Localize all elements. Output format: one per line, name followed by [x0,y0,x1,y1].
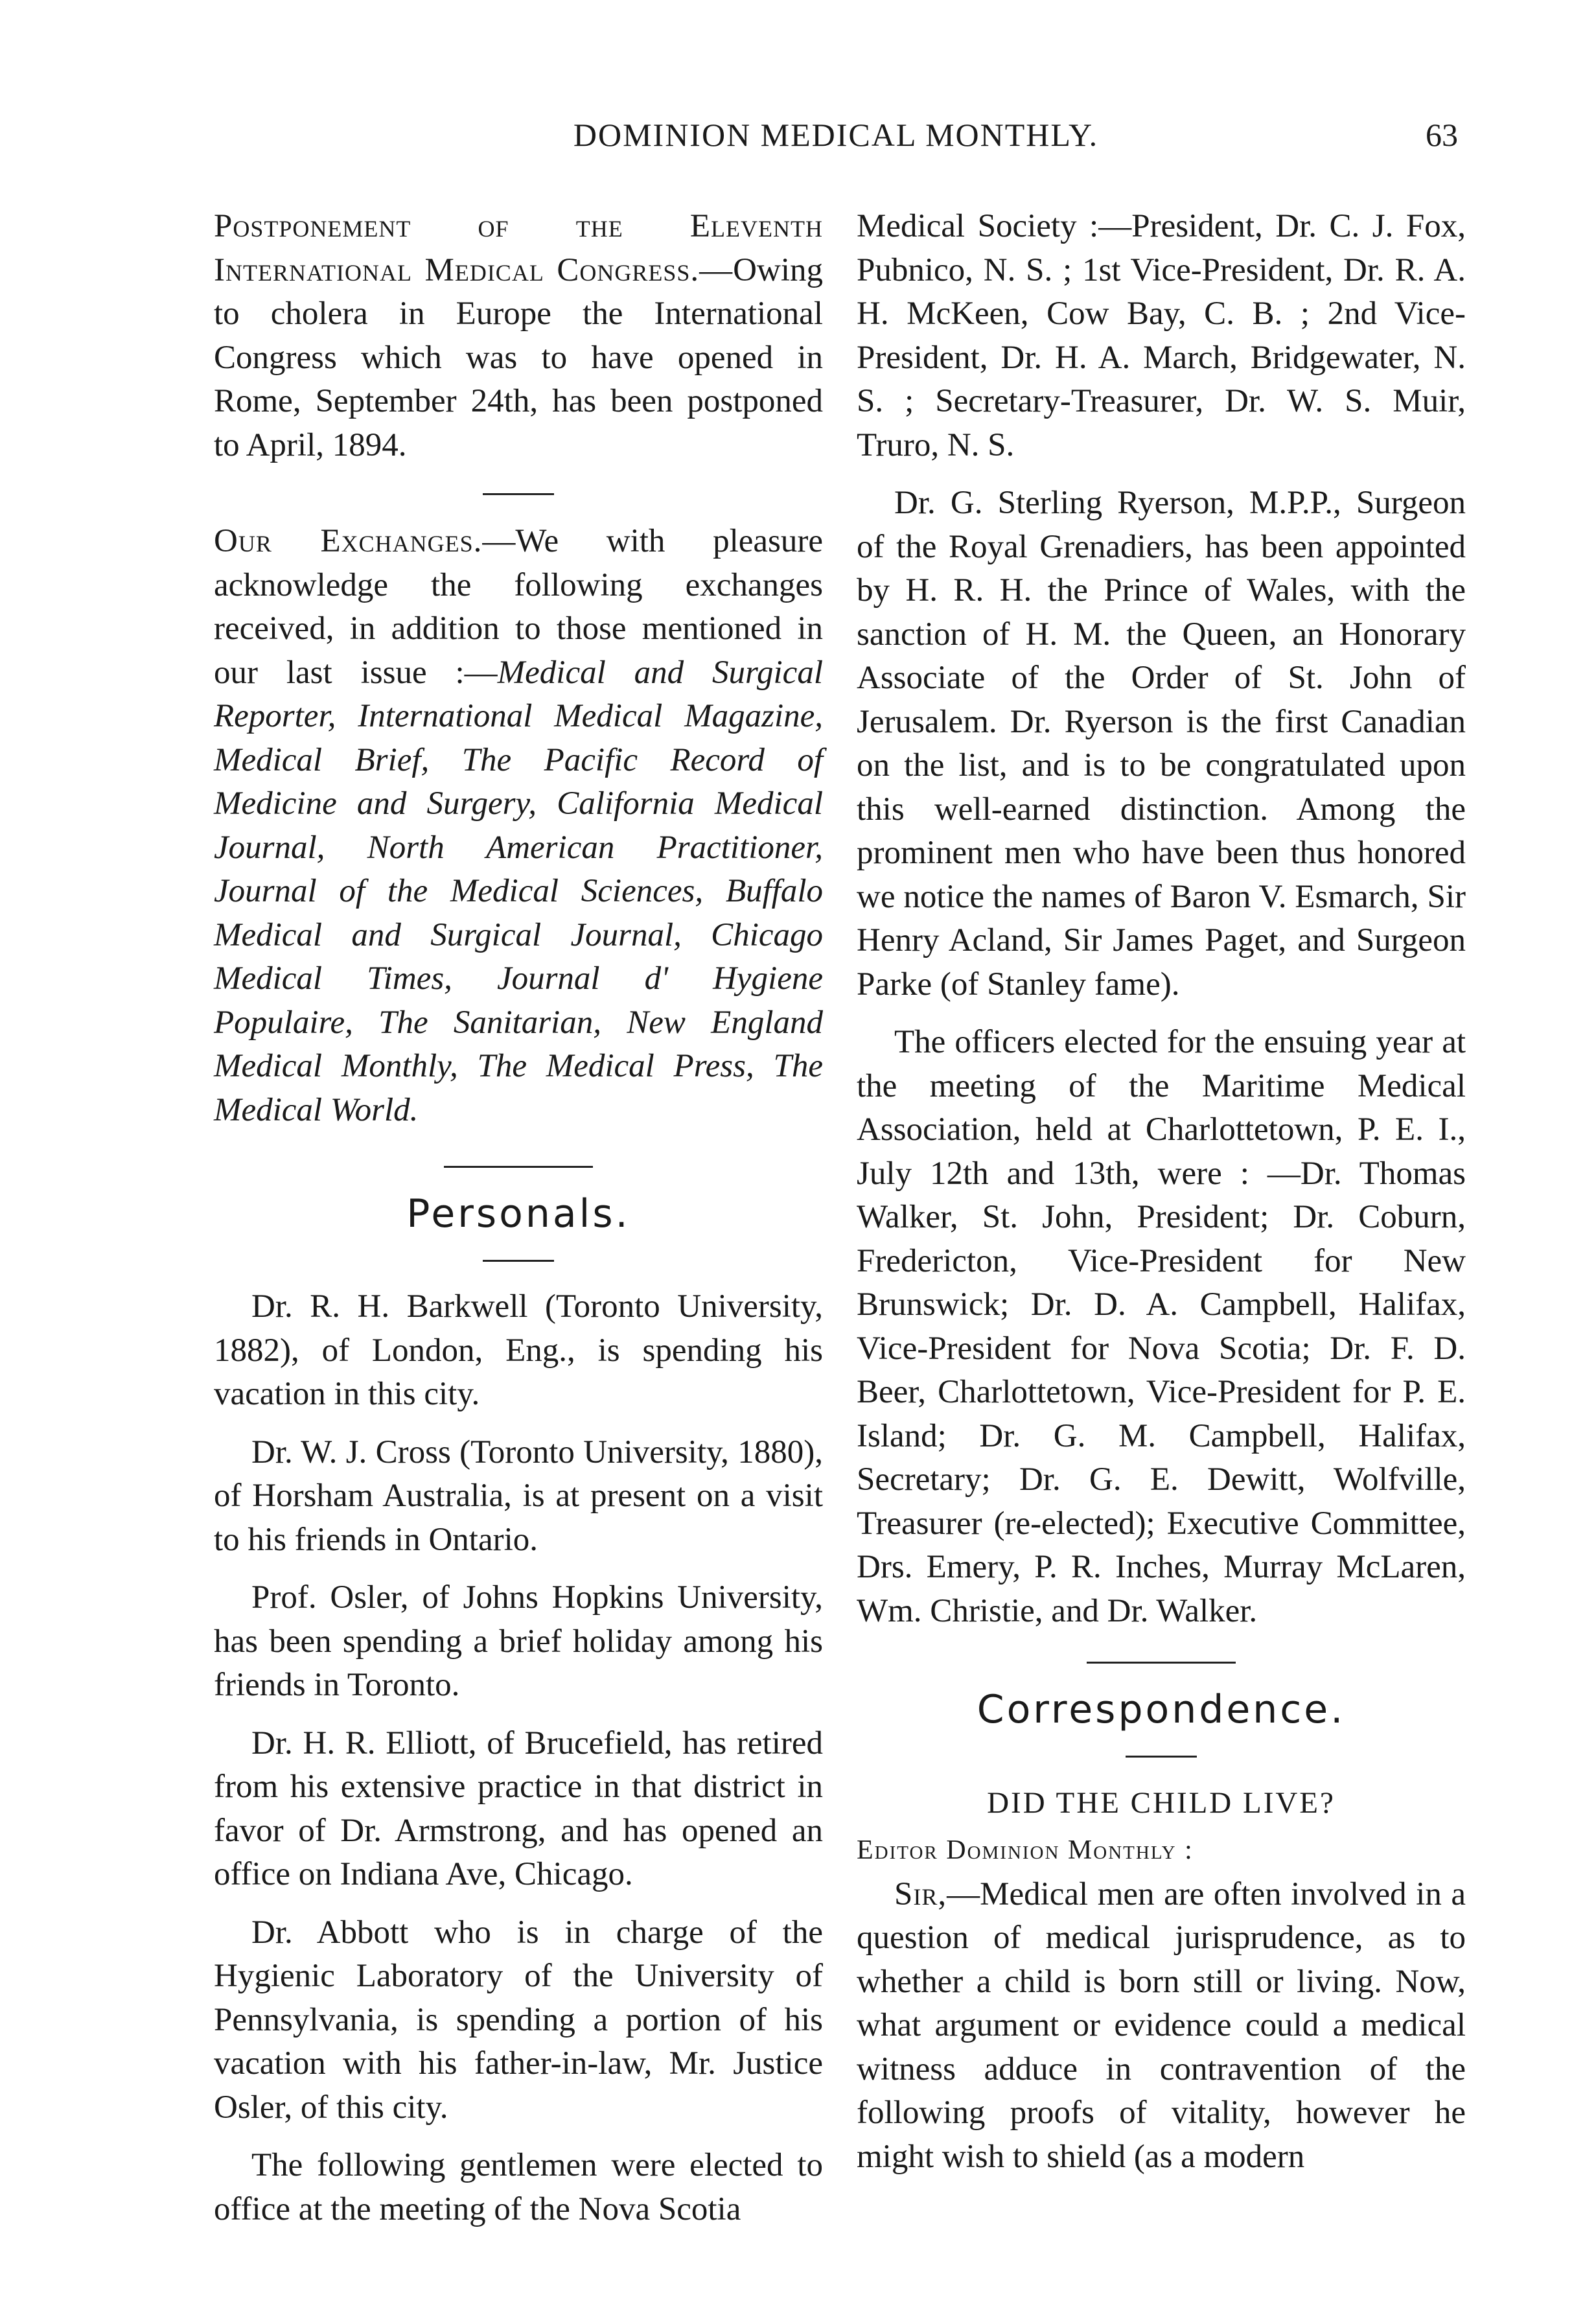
section-divider [1087,1662,1236,1664]
running-title: DOMINION MEDICAL MONTHLY. [573,117,1099,153]
section-divider [444,1166,593,1168]
personal-item: Prof. Osler, of Johns Hopkins University, has been spending a brief holiday among his friends in Toronto. [214,1579,823,1703]
left-column [214,205,823,2231]
congress-heading: Postponement of the Eleventh International Medical Congress.— [214,208,823,288]
congress-paragraph [214,205,823,467]
personal-item: Medical Society :—President, Dr. C. J. Fox, Pubnico, N. S. ; 1st Vice-President, Dr. R. A. H. McKeen, Cow Bay, C. B. ; 2nd Vice-President, Dr. H. A. March, Bridgewater, N. S. ; Secretary-Treasurer, Dr. W. S. Muir, Truro, N. S. [857,208,1466,463]
correspondence-heading: Correspondence. [977,1687,1346,1732]
running-head [0,109,1596,161]
exchanges-heading: Our Exchanges. [214,523,483,559]
exchanges-titles: Medical and Surgical Reporter, International Medical Magazine, Medical Brief, The Pacific Record of Medicine and Surgery, California Medical Journal, North American Practitioner, Journal of the Medical Sciences, Buffalo Medical and Surgical Journal, Chicago Medical Times, Journal d' Hygiene Populaire, The Sanitarian, New England Medical Monthly, The Medical Press, The Medical World. [214,654,823,1128]
personal-item: Dr. H. R. Elliott, of Brucefield, has retired from his extensive practice in that district in favor of Dr. Armstrong, and has opened an office on Indiana Ave, Chicago. [214,1725,823,1892]
letter-salutation: Editor Dominion Monthly : [857,1835,1194,1865]
personal-item: Dr. R. H. Barkwell (Toronto University, 1882), of London, Eng., is spending his vacation in this city. [214,1288,823,1412]
section-divider [483,493,554,495]
letter-opening: Sir, [894,1876,947,1912]
right-column [857,205,1466,2179]
personal-item: Dr. W. J. Cross (Toronto University, 1880), of Horsham Australia, is at present on a visit to his friends in Ontario. [214,1434,823,1558]
letter-body: —Medical men are often involved in a question of medical jurisprudence, as to whether a child is born still or living. Now, what argument or evidence could a medical witness adduce in contravention of the following proofs of vitality, however he might wish to shield (as a modern [857,1876,1466,2175]
personals-heading: Personals. [406,1191,630,1237]
exchanges-intro: —We with pleasure acknowledge the following exchanges received, in addition to those mentioned in our last issue :— [214,523,823,691]
section-divider [483,1260,554,1262]
personal-item: The following gentlemen were elected to office at the meeting of the Nova Scotia [214,2147,823,2227]
page-number: 63 [1426,117,1458,153]
personal-item: Dr. Abbott who is in charge of the Hygienic Laboratory of the University of Pennsylvania, is spending a portion of his vacation with his father-in-law, Mr. Justice Osler, of this city. [214,1914,823,2126]
personal-item: The officers elected for the ensuing year at the meeting of the Maritime Medical Association, held at Charlottetown, P. E. I., July 12th and 13th, were : —Dr. Thomas Walker, St. John, President; Dr. Coburn, Fredericton, Vice-President for New Brunswick; Dr. D. A. Campbell, Halifax, Vice-President for Nova Scotia; Dr. F. D. Beer, Charlottetown, Vice-President for P. E. Island; Dr. G. M. Campbell, Halifax, Secretary; Dr. G. E. Dewitt, Wolfville, Treasurer (re-elected); Executive Committee, Drs. Emery, P. R. Inches, Murray McLaren, Wm. Christie, and Dr. Walker. [857,1024,1466,1629]
letter-body-paragraph [857,1873,1466,2179]
section-divider [1126,1756,1197,1758]
congress-body: Owing to cholera in Europe the International Congress which was to have opened in Rome, September 24th, has been postponed to April, 1894. [214,251,823,463]
exchanges-paragraph [214,520,823,1132]
personal-item: Dr. G. Sterling Ryerson, M.P.P., Surgeon of the Royal Grenadiers, has been appointed by H. R. H. the Prince of Wales, with the sanction of H. M. the Queen, an Honorary Associate of the Order of St. John of Jerusalem. Dr. Ryerson is the first Canadian on the list, and is to be congratulated upon this well-earned distinction. Among the prominent men who have been thus honored we notice the names of Baron V. Esmarch, Sir Henry Acland, Sir James Paget, and Surgeon Parke (of Stanley fame). [857,485,1466,1003]
letter-title: DID THE CHILD LIVE? [987,1786,1336,1820]
